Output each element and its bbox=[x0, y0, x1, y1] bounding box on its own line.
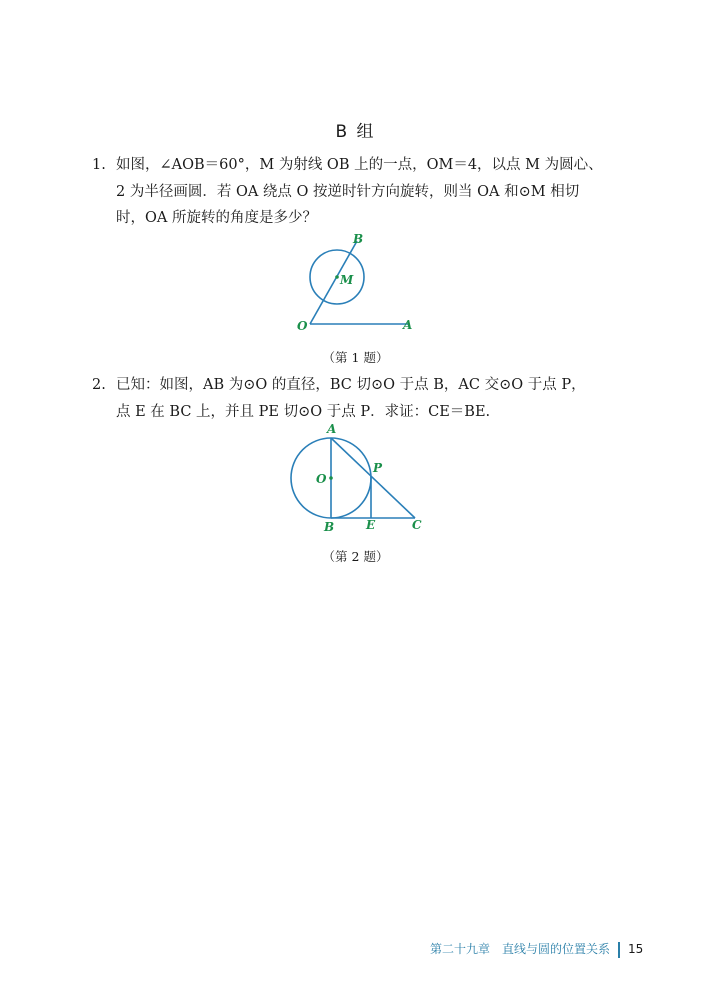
center-point-m bbox=[335, 275, 339, 279]
problem-text-line: 已知：如图，AB 为⊙O 的直径，BC 切⊙O 于点 B，AC 交⊙O 于点 P， bbox=[116, 377, 586, 393]
problem-text-line: 点 E 在 BC 上，并且 PE 切⊙O 于点 P．求证：CE＝BE. bbox=[116, 403, 491, 420]
label-c: C bbox=[412, 518, 422, 532]
section-title: B 组 bbox=[335, 122, 376, 142]
figure-2 bbox=[305, 420, 435, 535]
figure-caption-2: （第 2 题） bbox=[322, 549, 389, 564]
label-m: M bbox=[340, 273, 354, 287]
secant-ac bbox=[331, 438, 415, 518]
figure-caption-1: （第 1 题） bbox=[322, 350, 389, 365]
label-b: B bbox=[353, 232, 364, 246]
problem-text-line: 时，OA 所旋转的角度是多少？ bbox=[116, 210, 317, 226]
page-footer bbox=[430, 940, 643, 958]
footer-divider bbox=[618, 942, 620, 958]
problem-text-line: 如图，∠AOB＝60°，M 为射线 OB 上的一点，OM＝4，以点 M 为圆心、 bbox=[116, 157, 603, 173]
problem-2 bbox=[92, 372, 652, 425]
problem-number: 1. bbox=[92, 157, 106, 173]
label-b: B bbox=[324, 520, 335, 534]
label-o: O bbox=[297, 319, 308, 333]
label-a: A bbox=[327, 422, 337, 436]
problem-text-line: 2 为半径画圆．若 OA 绕点 O 按逆时针方向旋转，则当 OA 和⊙M 相切 bbox=[116, 183, 580, 200]
problem-1 bbox=[92, 152, 652, 232]
chapter-title: 第二十九章 直线与圆的位置关系 bbox=[430, 942, 611, 956]
label-p: P bbox=[373, 461, 383, 475]
center-point-o bbox=[329, 476, 333, 480]
label-a: A bbox=[403, 318, 413, 332]
page-number: 15 bbox=[628, 942, 644, 956]
problem-number: 2. bbox=[92, 377, 106, 393]
label-o: O bbox=[316, 472, 327, 486]
figure-1 bbox=[290, 230, 430, 340]
label-e: E bbox=[366, 518, 376, 532]
